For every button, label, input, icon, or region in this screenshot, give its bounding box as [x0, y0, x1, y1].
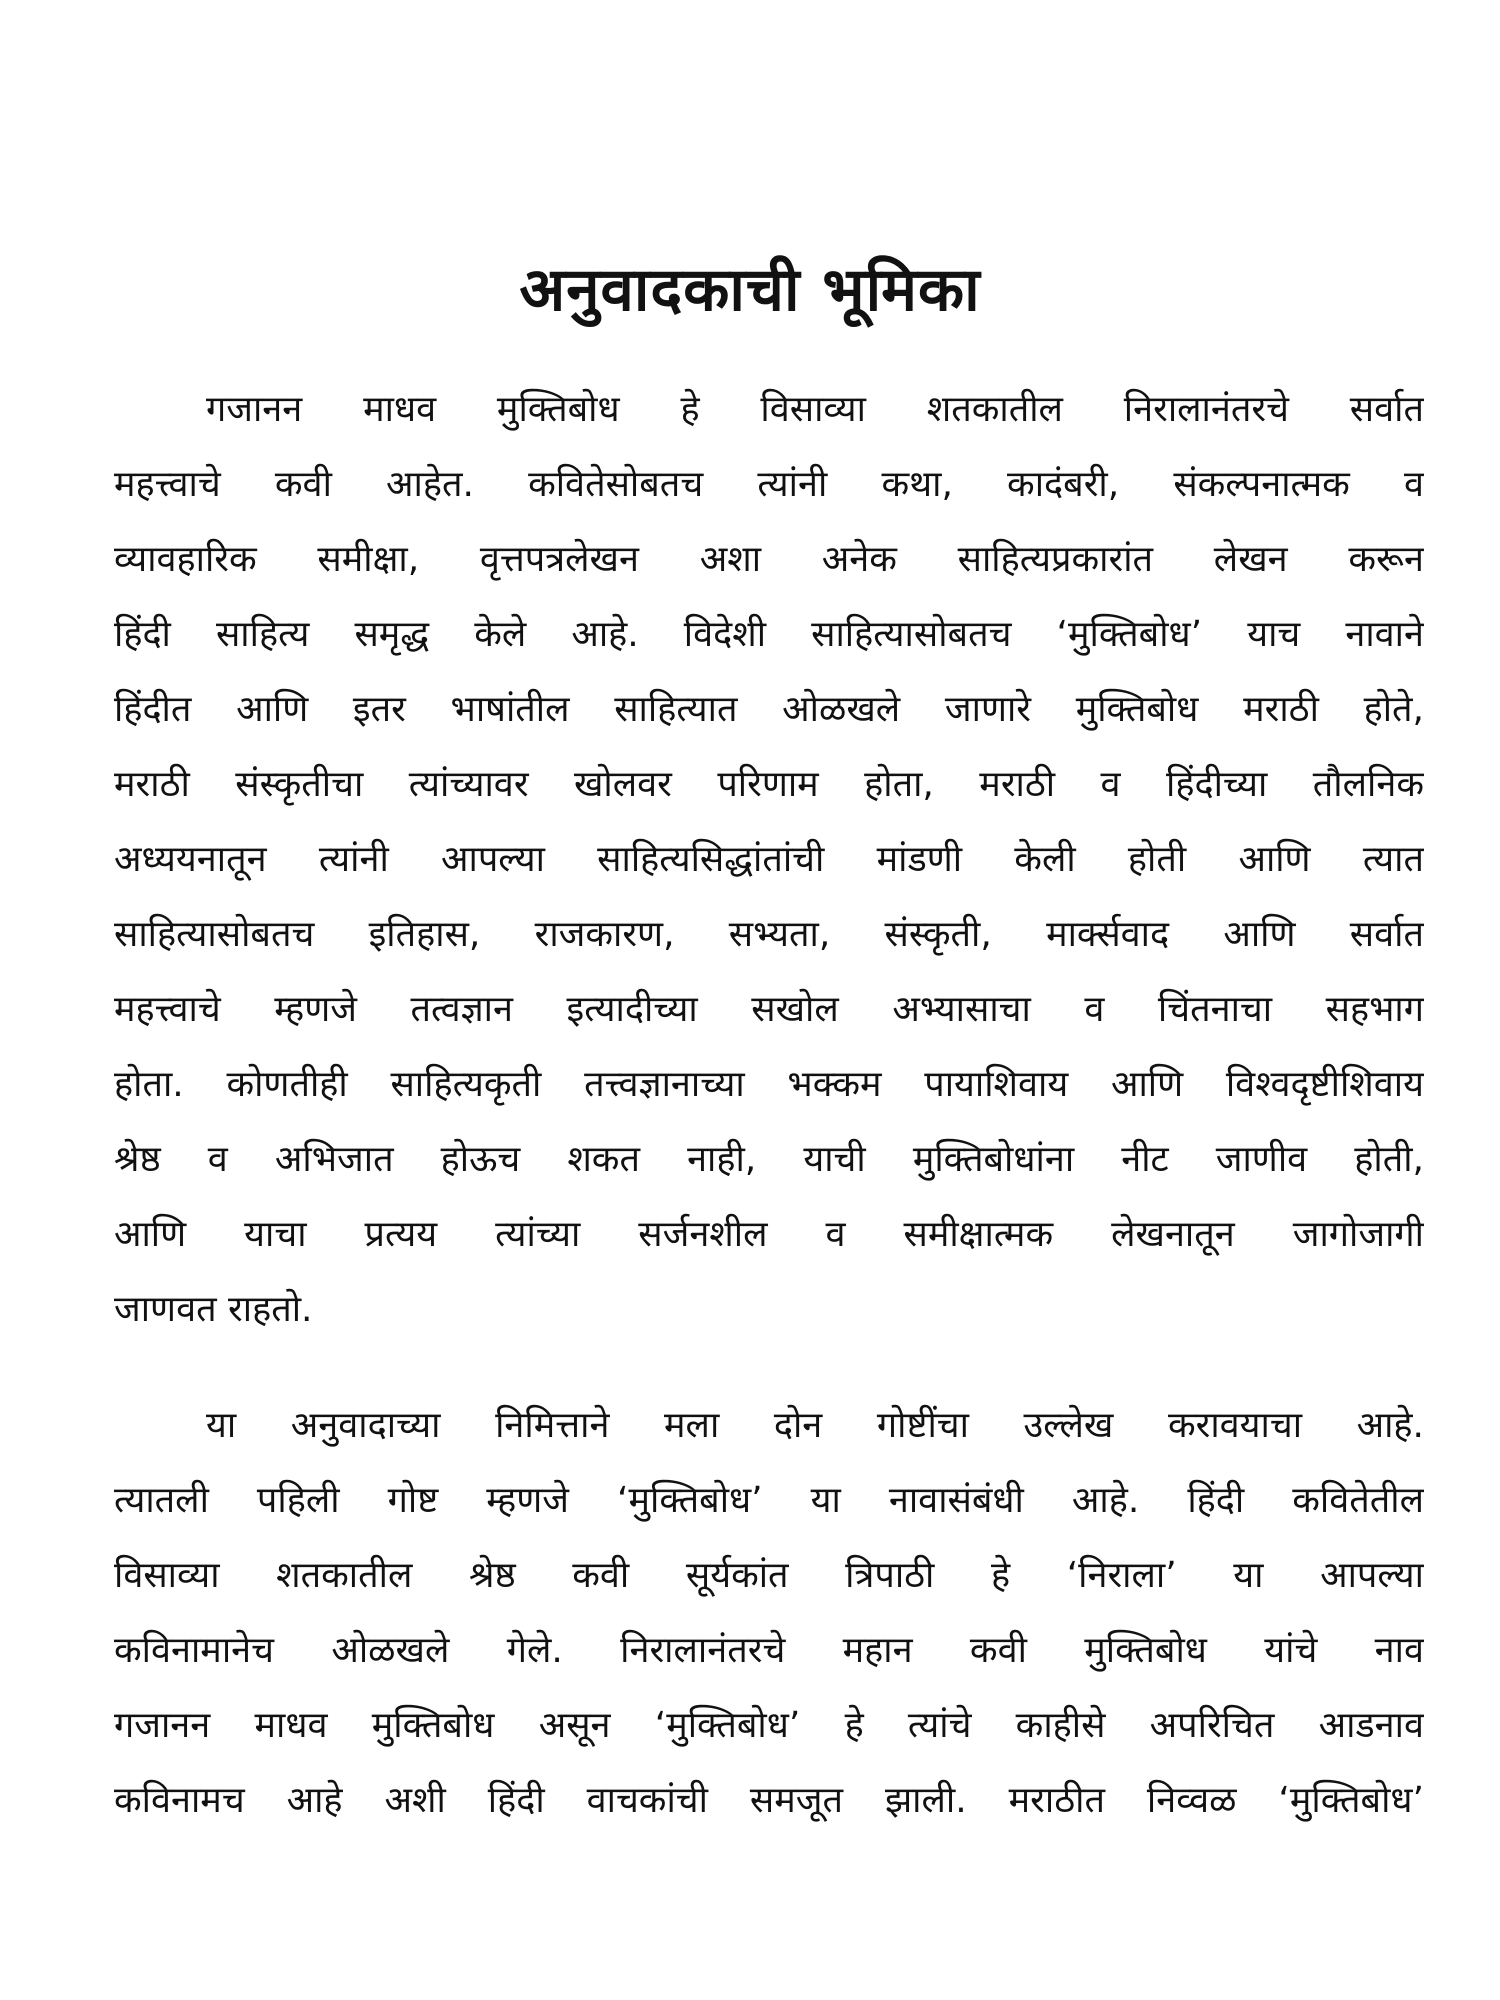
- paragraph-line: अध्ययनातून त्यांनी आपल्या साहित्यसिद्धांतांची मांडणी केली होती आणि त्यात: [114, 839, 1424, 880]
- paragraph-line: हिंदीत आणि इतर भाषांतील साहित्यात ओळखले जाणारे मुक्तिबोध मराठी होते,: [114, 689, 1424, 730]
- paragraph-line: कविनामानेच ओळखले गेले. निरालानंतरचे महान कवी मुक्तिबोध यांचे नाव: [114, 1630, 1424, 1671]
- page-title: अनुवादकाची भूमिका: [519, 255, 981, 325]
- paragraph-2: [114, 1388, 1424, 1838]
- paragraph-line: या अनुवादाच्या निमित्ताने मला दोन गोष्टींचा उल्लेख करावयाचा आहे.: [206, 1405, 1424, 1446]
- paragraph-line: श्रेष्ठ व अभिजात होऊच शकत नाही, याची मुक्तिबोधांना नीट जाणीव होती,: [114, 1139, 1424, 1180]
- paragraph-line: हिंदी साहित्य समृद्ध केले आहे. विदेशी साहित्यासोबतच ‘मुक्तिबोध’ याच नावाने: [114, 614, 1424, 655]
- paragraph-line: विसाव्या शतकातील श्रेष्ठ कवी सूर्यकांत त्रिपाठी हे ‘निराला’ या आपल्या: [114, 1555, 1424, 1596]
- paragraph-line: कविनामच आहे अशी हिंदी वाचकांची समजूत झाली. मराठीत निव्वळ ‘मुक्तिबोध’: [114, 1780, 1424, 1821]
- paragraph-line: महत्त्वाचे कवी आहेत. कवितेसोबतच त्यांनी कथा, कादंबरी, संकल्पनात्मक व: [114, 464, 1424, 505]
- paragraph-line: जाणवत राहतो.: [114, 1289, 313, 1330]
- paragraph-line: महत्त्वाचे म्हणजे तत्वज्ञान इत्यादीच्या सखोल अभ्यासाचा व चिंतनाचा सहभाग: [114, 989, 1424, 1030]
- paragraph-line: होता. कोणतीही साहित्यकृती तत्त्वज्ञानाच्या भक्कम पायाशिवाय आणि विश्वदृष्टीशिवाय: [114, 1064, 1424, 1105]
- paragraph-line: साहित्यासोबतच इतिहास, राजकारण, सभ्यता, संस्कृती, मार्क्सवाद आणि सर्वात: [114, 914, 1424, 955]
- paragraph-line: गजानन माधव मुक्तिबोध हे विसाव्या शतकातील निरालानंतरचे सर्वात: [206, 389, 1424, 430]
- paragraph-line: मराठी संस्कृतीचा त्यांच्यावर खोलवर परिणाम होता, मराठी व हिंदीच्या तौलनिक: [114, 764, 1424, 805]
- paragraph-line: आणि याचा प्रत्यय त्यांच्या सर्जनशील व समीक्षात्मक लेखनातून जागोजागी: [114, 1214, 1424, 1255]
- paragraph-line: गजानन माधव मुक्तिबोध असून ‘मुक्तिबोध’ हे त्यांचे काहीसे अपरिचित आडनाव: [114, 1705, 1424, 1746]
- paragraph-line: व्यावहारिक समीक्षा, वृत्तपत्रलेखन अशा अनेक साहित्यप्रकारांत लेखन करून: [114, 539, 1424, 580]
- paragraph-line: त्यातली पहिली गोष्ट म्हणजे ‘मुक्तिबोध’ या नावासंबंधी आहे. हिंदी कवितेतील: [114, 1480, 1424, 1521]
- paragraph-1: [114, 372, 1424, 1347]
